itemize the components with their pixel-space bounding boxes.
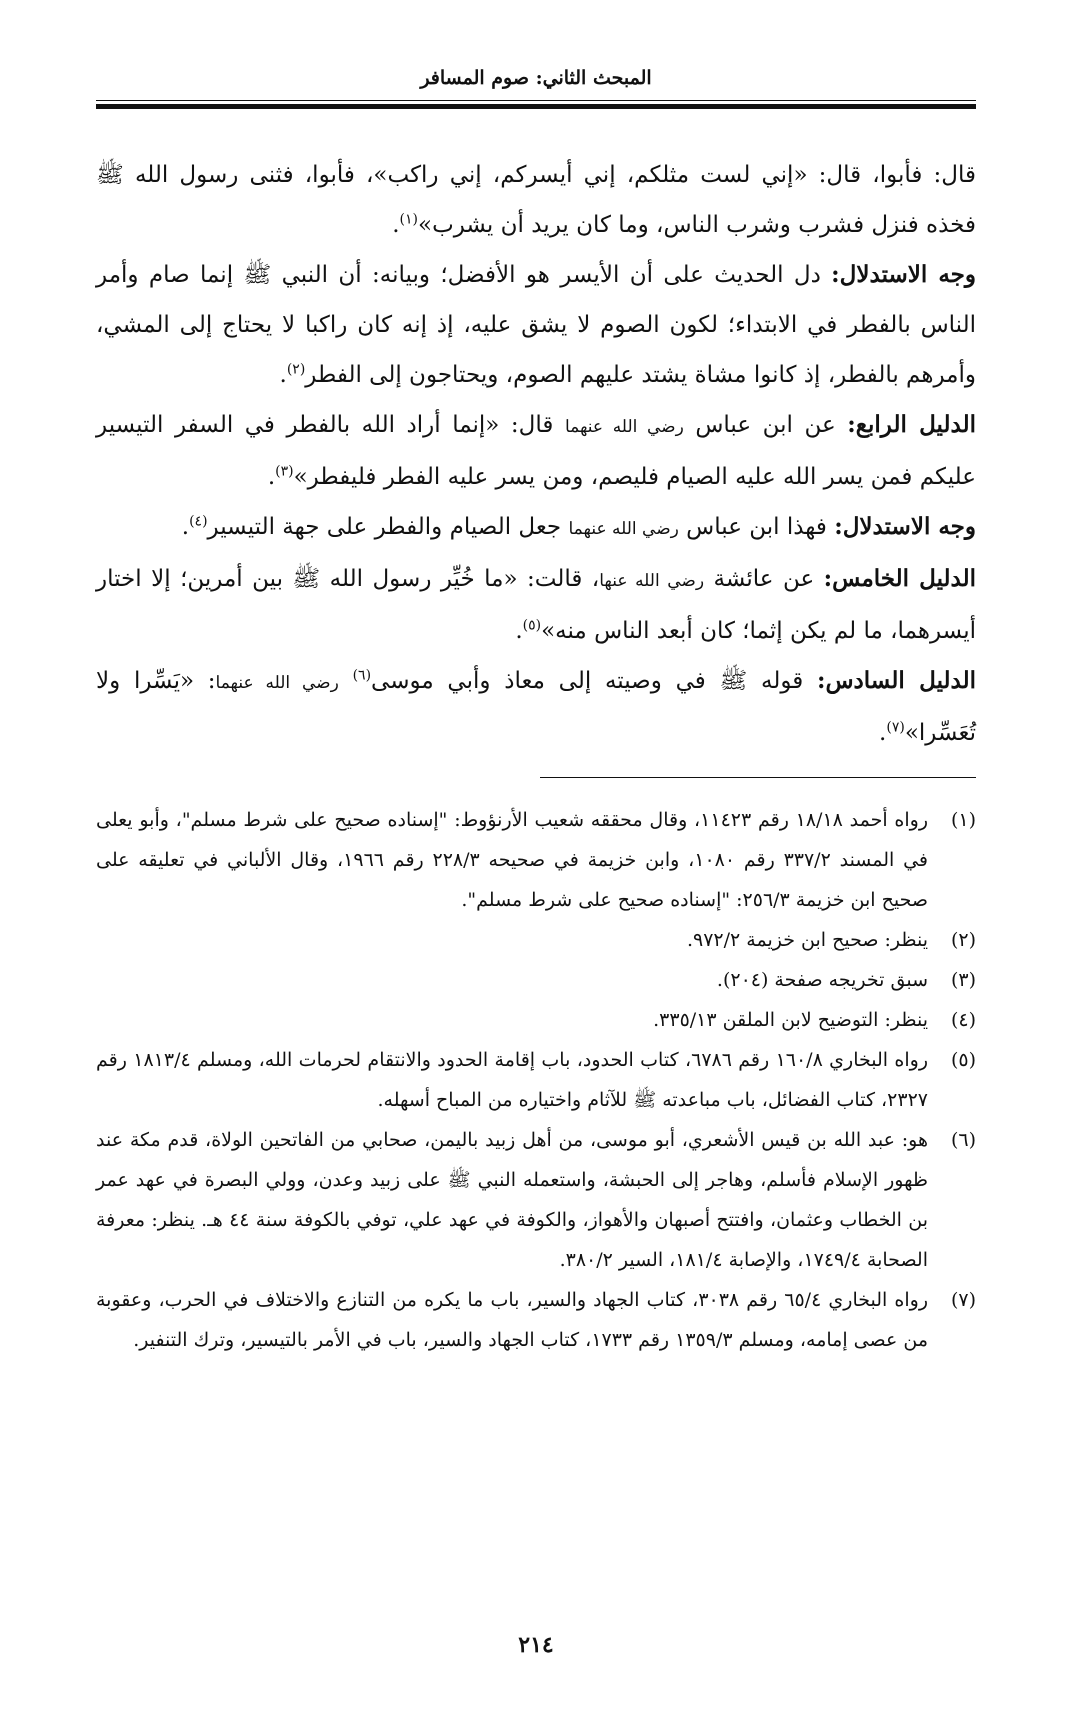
footnote-number: (٥): [950, 1049, 976, 1071]
paragraph-inference-1: وجه الاستدلال: دل الحديث على أن الأيسر هو الأفضل؛ وبيانه: أن النبي ﷺ إنما صام وأمر الناس بالفطر في الابتداء؛ لكون الصوم لا يشق عليه، إذ إنه كان راكبا لا يحتاج إلى المشي، وأمرهم بالفطر، إذ كانوا مشاة يشتد عليهم الصوم، ويحتاجون إلى الفطر$^{(٢)}$.: [96, 261, 976, 388]
paragraph-text: عن ابن عباس: [683, 412, 848, 438]
footnote-ref: (٢): [286, 361, 306, 378]
footnote-ref: (٦): [352, 667, 372, 684]
footnote-ref: (٤): [189, 513, 208, 530]
footnote-number: (٢): [950, 929, 976, 951]
footnote-ref: (٣): [275, 463, 294, 480]
section-label: الدليل السادس:: [816, 667, 976, 694]
paragraph-hadith-continuation: قال: فأبوا، قال: «إني لست مثلكم، إني أيسركم، إني راكب»، فأبوا، فثنى رسول الله ﷺ فخذه فنزل فشرب وشرب الناس، وما كان يريد أن يشرب»$^{(١)}$.: [96, 162, 977, 238]
section-label: الدليل الخامس:: [823, 565, 976, 592]
paragraph-text: قال: فأبوا، قال: «إني لست مثلكم، إني أيسركم، إني راكب»، فأبوا، فثنى رسول الله ﷺ فخذه فنزل فشرب وشرب الناس، وما كان يريد أن يشرب»: [96, 162, 977, 238]
paragraph-inference-2: وجه الاستدلال: فهذا ابن عباس رضي الله عنهما جعل الصيام والفطر على جهة التيسير$^{(٤)}$.: [181, 513, 976, 540]
page-number: ٢١٤: [518, 1632, 554, 1658]
footnote-number: (١): [950, 809, 976, 831]
footnote-text: ينظر: صحيح ابن خزيمة ٩٧٢/٢.: [686, 929, 928, 951]
paragraph-text: ، قالت: «ما خُيِّر رسول الله ﷺ بين أمرين؛ إلا اختار أيسرهما، ما لم يكن إثما؛ كان أبعد الناس منه»: [96, 566, 976, 644]
footnote-ref: (١): [399, 211, 418, 228]
honorific-seal: رضي الله عنهما: [564, 417, 684, 437]
footnote: [96, 960, 976, 1000]
footnote-text: ينظر: التوضيح لابن الملقن ٣٣٥/١٣.: [653, 1009, 928, 1031]
paragraph-text: قوله ﷺ في وصيته إلى معاذ وأبي موسى: [371, 668, 817, 694]
paragraph-evidence-5: الدليل الخامس: عن عائشة رضي الله عنها، قالت: «ما خُيِّر رسول الله ﷺ بين أمرين؛ إلا اختار أيسرهما، ما لم يكن إثما؛ كان أبعد الناس منه»$^{(٥)}$.: [96, 565, 976, 644]
footnote-text: سبق تخريجه صفحة (٢٠٤).: [716, 969, 928, 991]
footnote: [96, 1120, 976, 1280]
header-rule-thick: [96, 104, 976, 109]
honorific-seal: رضي الله عنهما: [215, 673, 339, 693]
section-label: وجه الاستدلال:: [831, 261, 976, 288]
footnote: [96, 800, 976, 920]
paragraph-text: عن عائشة: [704, 566, 824, 592]
footnote-ref: (٧): [886, 719, 905, 736]
footnotes: [96, 800, 976, 1360]
footnote: [96, 1040, 976, 1120]
paragraph-text: فهذا ابن عباس: [678, 514, 835, 540]
running-header: المبحث الثاني: صوم المسافر: [420, 67, 652, 89]
section-label: وجه الاستدلال:: [834, 513, 976, 540]
footnote-number: (٣): [950, 969, 976, 991]
section-label: الدليل الرابع:: [847, 411, 976, 438]
honorific-seal: رضي الله عنهما: [568, 519, 679, 539]
paragraph-evidence-6: الدليل السادس: قوله ﷺ في وصيته إلى معاذ وأبي موسى$^{(٦)}$ رضي الله عنهما: «يَسِّرا ولا تُعَسِّرا»$^{(٧)}$.: [96, 667, 976, 746]
footnote-text: رواه البخاري ١٦٠/٨ رقم ٦٧٨٦، كتاب الحدود، باب إقامة الحدود والانتقام لحرمات الله، ومسلم ١٨١٣/٤ رقم ٢٣٢٧، كتاب الفضائل، باب مباعدته ﷺ للآثام واختياره من المباح أسهله.: [96, 1049, 928, 1111]
footnote: [96, 1000, 976, 1040]
paragraph-text: قال: «إنما أراد الله بالفطر في السفر التيسير عليكم فمن يسر الله عليه الصيام فليصم، ومن يسر عليه الفطر فليفطر»: [96, 412, 976, 490]
honorific-seal: رضي الله عنها: [599, 571, 705, 591]
footnote: [96, 1280, 976, 1360]
footnote: [96, 920, 976, 960]
footnote-text: رواه أحمد ١٨/١٨ رقم ١١٤٢٣، وقال محققه شعيب الأرنؤوط: "إسناده صحيح على شرط مسلم"، وأبو يعلى في المسند ٣٣٧/٢ رقم ١٠٨٠، وابن خزيمة في صحيحه ٢٢٨/٣ رقم ١٩٦٦، وقال الألباني في تعليقه على صحيح ابن خزيمة ٢٥٦/٣: "إسناده صحيح على شرط مسلم".: [96, 809, 929, 911]
header-rule-thin: [96, 100, 976, 101]
paragraph-text: جعل الصيام والفطر على جهة التيسير: [207, 514, 569, 540]
footnote-number: (٧): [950, 1289, 976, 1311]
footnote-number: (٤): [950, 1009, 976, 1031]
footnote-number: (٦): [950, 1129, 976, 1151]
paragraph-evidence-4: الدليل الرابع: عن ابن عباس رضي الله عنهما قال: «إنما أراد الله بالفطر في السفر التيسير عليكم فمن يسر الله عليه الصيام فليصم، ومن يسر عليه الفطر فليفطر»$^{(٣)}$.: [96, 411, 976, 490]
footnote-text: رواه البخاري ٦٥/٤ رقم ٣٠٣٨، كتاب الجهاد والسير، باب ما يكره من التنازع والاختلاف في الحرب، وعقوبة من عصى إمامه، ومسلم ١٣٥٩/٣ رقم ١٧٣٣، كتاب الجهاد والسير، باب في الأمر بالتيسير، وترك التنفير.: [96, 1289, 928, 1351]
footnote-separator: [540, 777, 976, 778]
paragraph-text: : «يَسِّرا ولا تُعَسِّرا»: [96, 668, 976, 746]
paragraph-text: دل الحديث على أن الأيسر هو الأفضل؛ وبيانه: أن النبي ﷺ إنما صام وأمر الناس بالفطر في الابتداء؛ لكون الصوم لا يشق عليه، إذ إنه كان راكبا لا يحتاج إلى المشي، وأمرهم بالفطر، إذ كانوا مشاة يشتد عليهم الصوم، ويحتاجون إلى الفطر: [96, 262, 976, 388]
footnote-ref: (٥): [522, 617, 542, 634]
footnote-text: هو: عبد الله بن قيس الأشعري، أبو موسى، من أهل زبيد باليمن، صحابي من الفاتحين الولاة، قدم مكة عند ظهور الإسلام فأسلم، وهاجر إلى الحبشة، واستعمله النبي ﷺ على زبيد وعدن، وولي البصرة في عهد عمر بن الخطاب وعثمان، وافتتح أصبهان والأهواز، والكوفة في عهد علي، توفي بالكوفة سنة ٤٤ هـ. ينظر: معرفة الصحابة ١٧٤٩/٤، والإصابة ١٨١/٤، السير ٣٨٠/٢.: [96, 1129, 928, 1271]
main-text: [96, 150, 976, 758]
